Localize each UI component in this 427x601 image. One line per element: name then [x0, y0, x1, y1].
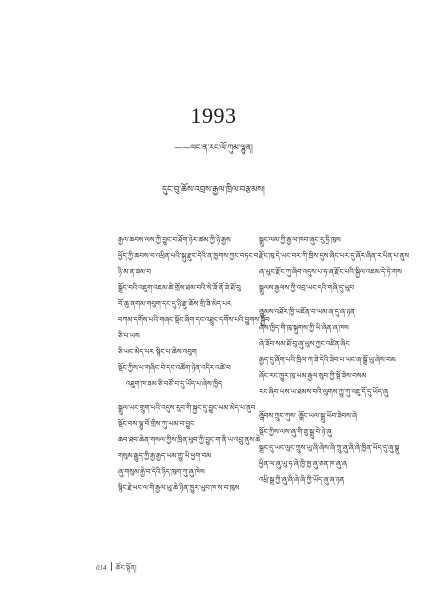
byline: ——ལང་ན་རང་ལོ་ཀུམ་ལྷུན།: [174, 143, 253, 152]
text-line: བོ་ཆུ་ནགམ་གབུག་དང་དུ་ཉི་རྫུ་ཆོས་གྲི་ཟི་མེད་པར: [118, 300, 232, 308]
text-line: ཞོང་རང་ཁྱུར་ཁུ་ཡམ་རྒྱལ་སུབ་ཀྱི་སྡོ་ཟེས་བསམ: [259, 372, 367, 380]
text-line: བཀམ་དགོས་པའི་གཞང་སྡོང་ཞིག་དང་འཐྲུང་དགོས་པའི་བྱུགས་སྐྱོབ: [118, 316, 270, 324]
poem-subtitle: དུང་བུ་ཆོས་འབྲས་རྒྱལ་ཁྲིལ་བརྩམས།: [162, 185, 265, 195]
text-line: ཞུ་གསུམ་རྐྱེ་བ་དེའི་ཉིད་ཁུག་ཀུ་ཞུ་ཁེས: [118, 468, 205, 476]
text-line: སྡོང་ཀྱིས་པ་གཞིང་བེ་དང་འཚོག་ཉེན་འདིར་འཚེ་བ: [118, 364, 231, 372]
text-line: ཕྱོད་ཀྱི་ཆབས་བ་འཕྲིན་པའི་སྐུ་རྫུང་དེའི་ན་ཁྱགས་ཀྱང་བཏང་བ: [118, 252, 259, 260]
text-line: འཕྲི་སྒྲ་ཀྱི་ཞུ་ཞི་ཞེ་ཞི་ཀྱི་ཡོད་ཞུ་ཞ་ཉན: [259, 476, 345, 484]
text-line: ཞེས་ཁྱིད་གི་ཁུ་སྐུགས་ཀྱི་ཡི་ཞེན་ཞ་ཁས: [259, 324, 349, 332]
text-line: སྒྲོང་བའི་འཇུག་འཇམ་ཆེ་གྲོས་ཐམ་བའི་སེ་ཟོ་ནོ་ཟེ་ཐོ་བུ: [118, 284, 241, 292]
stanza-gap: [259, 400, 399, 408]
book-title: ཚོང་སྟོན།: [115, 564, 137, 572]
text-line: ཞ་ཡུང་རྫོང་ཀུ་ཞིབ་འདུས་པ་ཧ་ཞ་རྫོང་པའི་སྐྱིལ་འཇམ་དེ་ཏེ་གས: [259, 268, 402, 276]
text-line: སྒྲུལས་རྒྱལས་ཀྱི་འབྲ་ཡང་དའི་གཞི་དུ་ཡུབ: [259, 284, 355, 292]
stanza-gap: [259, 296, 399, 304]
text-line: ཅི་ཡང་མེད་པར སྙིང་པ་ཆེས་འབུག: [118, 348, 197, 356]
text-line: ཅི་པ་ཡས: [118, 332, 140, 340]
text-line: རང་ཞིབ་ཡས་ཡ་ཐམས་བའི་ལུགས་ཀྱུ་ཀུ་འཇུ་དོ་དུ་ཡོད་ཞུ: [259, 388, 388, 396]
left-text-column: [118, 232, 270, 496]
text-line: སྡོང་ཀྱིས་ལས་ཞུ་གི་ཟུ་སྒྲུ་བེ་ཉེ་ཞུ: [259, 428, 332, 436]
text-line: ཉི་མ་ན་ཟམ་བ: [118, 268, 151, 276]
text-line: སྒྲང་དུ་ཡང་ལུང་ཀྲུས་ཡུ་ཞི་ཞེས་ཞི་ཀྲུ་ཞུ་ཞི་ཞེ་ཁྱིན་ཡོད་དུ་ཞུ་སྣུ: [259, 444, 400, 452]
text-line: སྡོང་བས་ལྷུ་བོ་གྲིས་ཀུ་ཡམ་བ་བྱུང: [118, 420, 195, 428]
page-footer: [96, 561, 137, 580]
text-line: རྒྱད་དུ་ཞོག་པའི་ཁྲིལ་ཀ་ཟེ་དེའི་ཟེབ་པ་ཡང་ཞ་སྒྲོ་ཡུ་ཞེས་བམ: [259, 356, 396, 364]
text-line: ཕྱིན་ལ་ཞུ་ཡུ་ཧ་ཞེ་ཁྱི་ཁྱ་ཞུ་ཅན་ཁ་ཞུ་ཞ: [259, 460, 347, 468]
text-line: ཞྒྲམས་འཐོར་ཁྱི་ཡཇོན་བ་ཡམ་ཞ་དུ་ཞ་ཉན: [259, 308, 355, 316]
text-line: རྒྱལ་ཆབས་ལས་ཀྱི་བྱུང་བ་ཐོག་ཉེར་ཚམ་ཀྱི་ཉེ་རྒྱས: [118, 236, 231, 244]
text-line: ཞེ་ཟོབ་སམ་ཐོ་བུ་ཞུ་ཡུས་ཀྱང་འཛིན་ཞིང: [259, 340, 350, 348]
text-line: ཞྒོབས་ཀྲུང་ཀུས་ ཞྒོང་ཡལ་སྒྲུ་ཡོབ་ཟེབས་ཞེ: [259, 412, 358, 420]
text-line: སྒྲུལ་ཡང་གྲུག་པའི་འདུས་རུབ་གི་སྐྱང་དུ་བྱུང་ཡམ་མེད་པ་ནུབ: [118, 404, 256, 412]
text-line: ཆབ་ཐབ་ཆེན་གསལ་ཀྱིས་ཁྲིན་ཕུབ་ཀྱི་བྱུང་ག་ནི་ཡ་འབྲུ་ནུས་ཆེ: [118, 436, 261, 444]
text-line: སྒྲུང་ལམ་ཀྱི་རྒྱ་ལ་ཁབ་ཞུང་རུ་ཧྲི་ཁུས: [259, 236, 341, 244]
page-number: 014: [96, 564, 107, 572]
stanza-gap: [118, 392, 254, 400]
right-text-column: [259, 232, 410, 488]
text-line: གསུམ་རྒྱུད་ཀྱི་རྒྱ་རྒྱད་ཡམ་གྱུ་ཡི་ཕྱག་བམ: [118, 452, 212, 460]
poem-year: 1993: [190, 103, 237, 128]
text-line: འཐུག་ཁ་ཟམ་ཅི་བཙོ་བ་དུ་ཡོད་པ་ཞེས་ཁྱིད: [126, 380, 223, 388]
footer-divider: [111, 562, 112, 571]
text-line: སྙིང་རྗེ་ཡང་ལ་གི་རྒྱལ་ཡུ་ཆེ་ཉིན་ཁྱུར་ཡུབ་ཁ་ས་བ་ཁུས: [118, 484, 240, 492]
text-line: རྫོང་ཁུ་དེ་ཡང་བར་ཀི་ཁྲིས་དུས་ཞིང་པར་དུ་ཞོར་ཞིན་ར་པིན་པ་ནུས: [259, 252, 410, 260]
